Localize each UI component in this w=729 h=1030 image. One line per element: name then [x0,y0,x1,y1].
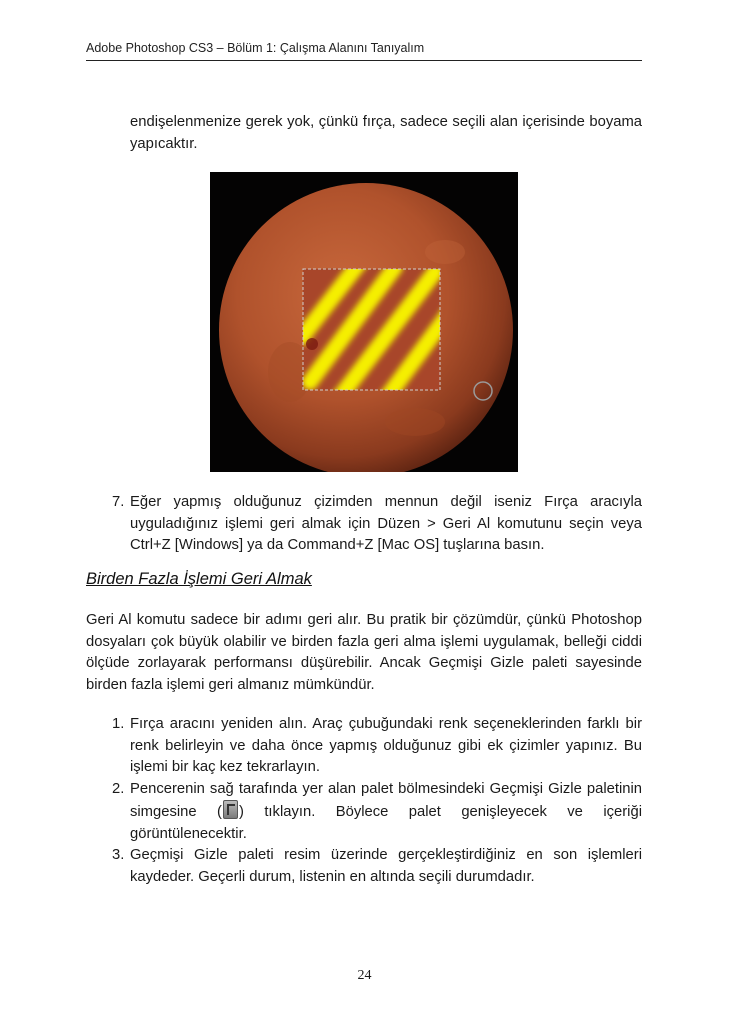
section-heading: Birden Fazla İşlemi Geri Almak [86,570,312,588]
list-item-text: Eğer yapmış olduğunuz çizimden mennun değil iseniz Fırça aracıyla uyguladığınız işlemi geri almak için Düzen > Geri Al komutunu seçin veya Ctrl+Z [Windows] ya da Command+Z [Mac OS] tuşlarına basın. [130,494,642,553]
list-number: 1. [112,716,125,732]
moon-crater [385,408,445,436]
step-list [112,714,642,888]
body-paragraph: Geri Al komutu sadece bir adımı geri alır. Bu pratik bir çözümdür, çünkü Photoshop dosyaları çok büyük olabilir ve birden fazla geri alma işlemi uygulamak, belleği ciddi ölçüde zorlayarak performansı düşürebilir. Ancak Geçmişi Gizle paleti sayesinde birden fazla işlemi geri almanız mümkündür. [86,612,642,693]
moon-illustration [210,172,518,472]
list-number: 7. [112,494,125,510]
history-palette-icon [223,800,238,819]
intro-paragraph: endişelenmenize gerek yok, çünkü fırça, sadece seçili alan içerisinde boyama yapıcaktır. [130,114,642,152]
list-item-text-after: ) tıklayın. Böylece palet genişleyecek ve içeriği görüntülenecektir. [130,804,642,842]
list-item [112,714,642,779]
moon-selection-image [210,172,518,472]
yellow-brush-strokes [302,262,450,400]
list-number: 2. [112,780,125,797]
running-header: Adobe Photoshop CS3 – Bölüm 1: Çalışma Alanını Tanıyalım [86,40,642,61]
list-item [112,779,642,846]
list-item [112,845,642,888]
list-item-text-before: Pencerenin sağ tarafında yer alan palet bölmesindeki Geçmişi Gizle paletinin simgesine ( [130,780,642,820]
list-number: 3. [112,847,125,863]
list-item-text: Geçmişi Gizle paleti resim üzerinde gerçekleştirdiğiniz en son işlemleri kaydeder. Geçerli durum, listenin en altında seçili durumdadır. [130,847,642,885]
page-number: 24 [357,968,372,983]
step-list-continued [112,492,642,557]
list-item-text: Fırça aracını yeniden alın. Araç çubuğundaki renk seçeneklerinden farklı bir renk belirleyin ve daha önce yapmış olduğunuz gibi ek çizimler yapınız. Bu işlemi bir kaç kez tekrarlayın. [130,716,642,775]
list-item [112,492,642,557]
moon-crater [425,240,465,264]
